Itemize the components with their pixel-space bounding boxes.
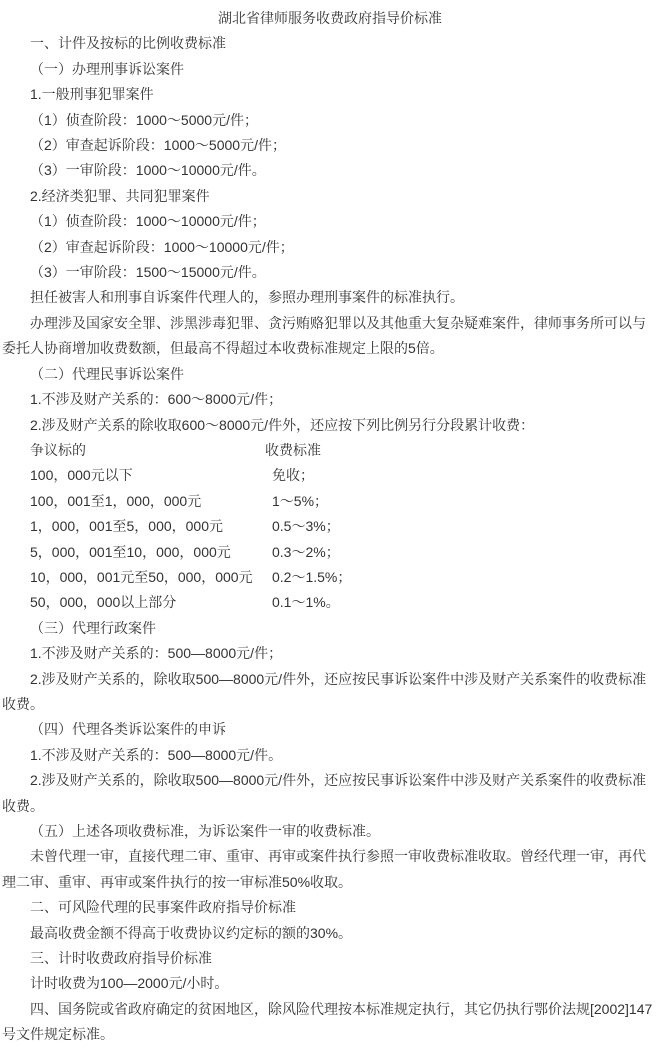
- item-stage-2b: （2）审查起诉阶段：1000～10000元/件；: [30, 238, 294, 255]
- fee-table-cell-subject: 10，000，001元至50，000，000元: [30, 568, 253, 585]
- item-stage-2: （2）审查起诉阶段：1000～5000元/件；: [30, 137, 286, 154]
- fee-table-cell-rate: 1～5%；: [272, 492, 329, 509]
- section-3-heading: 三、计时收费政府指导价标准: [30, 950, 212, 967]
- document-title-text: 湖北省律师服务收费政府指导价标准: [218, 10, 442, 26]
- note-victim-agent: 担任被害人和刑事自诉案件代理人的，参照办理刑事案件的标准执行。: [30, 289, 464, 306]
- section-1-heading: 一、计件及按标的比例收费标准: [30, 35, 226, 52]
- fee-table-cell-rate: 0.3～2%；: [272, 543, 340, 560]
- item-economic-crime: 2.经济类犯罪、共同犯罪案件: [30, 187, 210, 204]
- fee-table-row: [30, 514, 658, 539]
- note-complex-cases: 办理涉及国家安全罪、涉黑涉毒犯罪、贪污贿赂犯罪以及其他重大复杂疑难案件，律师事务所可以与委托人协商增加收费数额，但最高不得超过本收费标准规定上限的5倍。: [2, 314, 646, 357]
- fee-table-row: [30, 540, 658, 565]
- item-stage-3: （3）一审阶段：1000～10000元/件。: [30, 162, 266, 179]
- item-appeal-with-property: 2.涉及财产关系的，除收取500—8000元/件外，还应按民事诉讼案件中涉及财产关系案件的收费标准收费。: [2, 772, 647, 814]
- note-retrial-fees: 未曾代理一审，直接代理二审、重审、再审或案件执行参照一审收费标准收取。曾经代理一审，再代理二审、重审、再审或案件执行的按一审标准50%收取。: [2, 848, 646, 890]
- fee-table-cell-rate: 免收；: [272, 467, 314, 484]
- item-admin-with-property: 2.涉及财产关系的，除收取500—8000元/件外，还应按民事诉讼案件中涉及财产关系案件的收费标准收费。: [2, 670, 647, 712]
- fee-table-cell-subject: 100，000元以下: [30, 467, 133, 484]
- item-general-criminal: 1.一般刑事犯罪案件: [30, 86, 154, 103]
- fee-table-cell-rate: 0.5～3%；: [272, 518, 340, 535]
- item-stage-3b: （3）一审阶段：1500～15000元/件。: [30, 264, 266, 281]
- fee-table-row: [30, 590, 658, 615]
- item-stage-1b: （1）侦查阶段：1000～10000元/件；: [30, 213, 266, 230]
- fee-table-header: [30, 438, 658, 463]
- fee-table-cell-subject: 5，000，001至10，000，000元: [30, 543, 231, 560]
- fee-table-cell-subject: 1，000，001至5，000，000元: [30, 518, 224, 535]
- item-stage-1: （1）侦查阶段：1000～5000元/件；: [30, 111, 258, 128]
- fee-table-header-subject: 争议标的: [30, 441, 86, 458]
- fee-table-row: [30, 463, 658, 488]
- subsection-1-3-heading: （三）代理行政案件: [30, 619, 156, 636]
- note-risk-agency-cap: 最高收费金额不得高于收费协议约定标的额的30%。: [30, 924, 353, 941]
- note-hourly-rate: 计时收费为100—2000元/小时。: [30, 975, 229, 992]
- item-civil-no-property: 1.不涉及财产关系的：600～8000元/件；: [30, 391, 283, 408]
- fee-table-row: [30, 489, 658, 514]
- fee-table-cell-subject: 50，000，000以上部分: [30, 594, 177, 611]
- subsection-1-2-heading: （二）代理民事诉讼案件: [30, 365, 184, 382]
- item-civil-with-property: 2.涉及财产关系的除收取600～8000元/件外，还应按下列比例另行分段累计收费：: [30, 416, 535, 433]
- item-admin-no-property: 1.不涉及财产关系的：500—8000元/件；: [30, 645, 283, 662]
- subsection-1-5-note: （五）上述各项收费标准，为诉讼案件一审的收费标准。: [30, 823, 380, 839]
- subsection-1-4-heading: （四）代理各类诉讼案件的申诉: [30, 721, 226, 738]
- section-4-poverty-areas: 四、国务院或省政府确定的贫困地区，除风险代理按本标准规定执行，其它仍执行鄂价法规[2002]147号文件规定标准。: [2, 1000, 653, 1043]
- item-appeal-no-property: 1.不涉及财产关系的：500—8000元/件。: [30, 746, 283, 763]
- fee-table-cell-rate: 0.1～1%。: [272, 594, 340, 611]
- document-title: [2, 6, 658, 31]
- fee-table-header-rate: 收费标准: [265, 441, 321, 458]
- fee-table-row: [30, 565, 658, 590]
- section-2-heading: 二、可风险代理的民事案件政府指导价标准: [30, 899, 296, 916]
- fee-table-cell-subject: 100，001至1，000，000元: [30, 492, 202, 509]
- subsection-1-1-heading: （一）办理刑事诉讼案件: [30, 60, 184, 77]
- fee-table-cell-rate: 0.2～1.5%；: [272, 568, 352, 585]
